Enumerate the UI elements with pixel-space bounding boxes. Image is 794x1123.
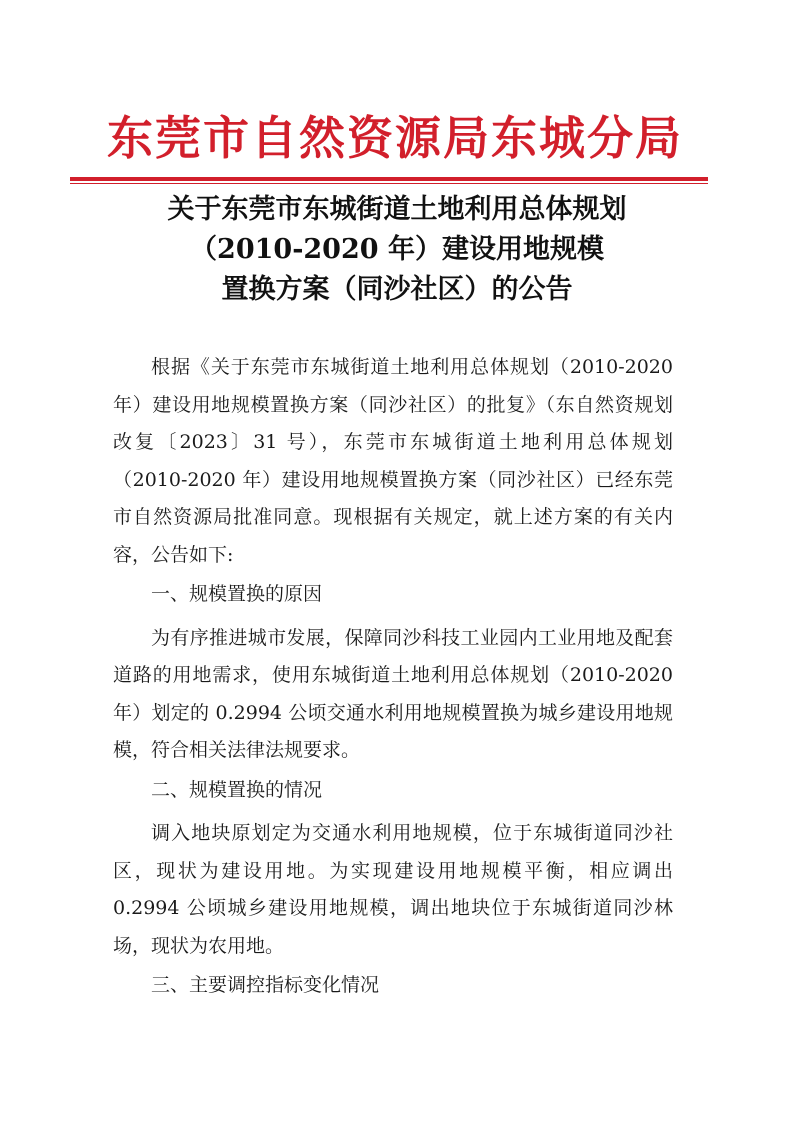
announcement-body xyxy=(113,349,673,1011)
section-text-situation: 调入地块原划定为交通水利用地规模，位于东城街道同沙社区，现状为建设用地。为实现建设用地规模平衡，相应调出 0.2994 公顷城乡建设用地规模，调出地块位于东城街道同沙林场，现状为农用地。 xyxy=(113,822,673,957)
section-text-reason: 为有序推进城市发展，保障同沙科技工业园内工业用地及配套道路的用地需求，使用东城街道土地利用总体规划（2010-2020 年）划定的 0.2994 公顷交通水利用地规模置换为城乡建设用地规模，符合相关法律法规要求。 xyxy=(113,626,673,761)
section-heading-indicators: 三、主要调控指标变化情况 xyxy=(151,974,380,996)
section-heading-reason: 一、规模置换的原因 xyxy=(151,583,323,605)
title-line: 置换方案（同沙社区）的公告 xyxy=(221,274,573,305)
title-line: 关于东莞市东城街道土地利用总体规划 xyxy=(167,194,627,225)
announcement-title xyxy=(60,190,734,310)
letterhead-red-rule xyxy=(70,177,708,181)
section-heading-situation: 二、规模置换的情况 xyxy=(151,778,323,801)
letterhead-agency-name: 东莞市自然资源局东城分局 xyxy=(107,111,683,165)
intro-paragraph: 根据《关于东莞市东城街道土地利用总体规划（2010-2020 年）建设用地规模置换方案（同沙社区）的批复》（东自然资规划改复〔2023〕31 号），东莞市东城街道土地利用总体规划（2010-2020 年）建设用地规模置换方案（同沙社区）已经东莞市自然资源局批准同意。现根据有关规定，就上述方案的有关内容，公告如下: xyxy=(113,356,673,566)
letterhead-red-rule-thin xyxy=(70,183,708,184)
title-line: （2010-2020 年）建设用地规模 xyxy=(190,234,604,265)
